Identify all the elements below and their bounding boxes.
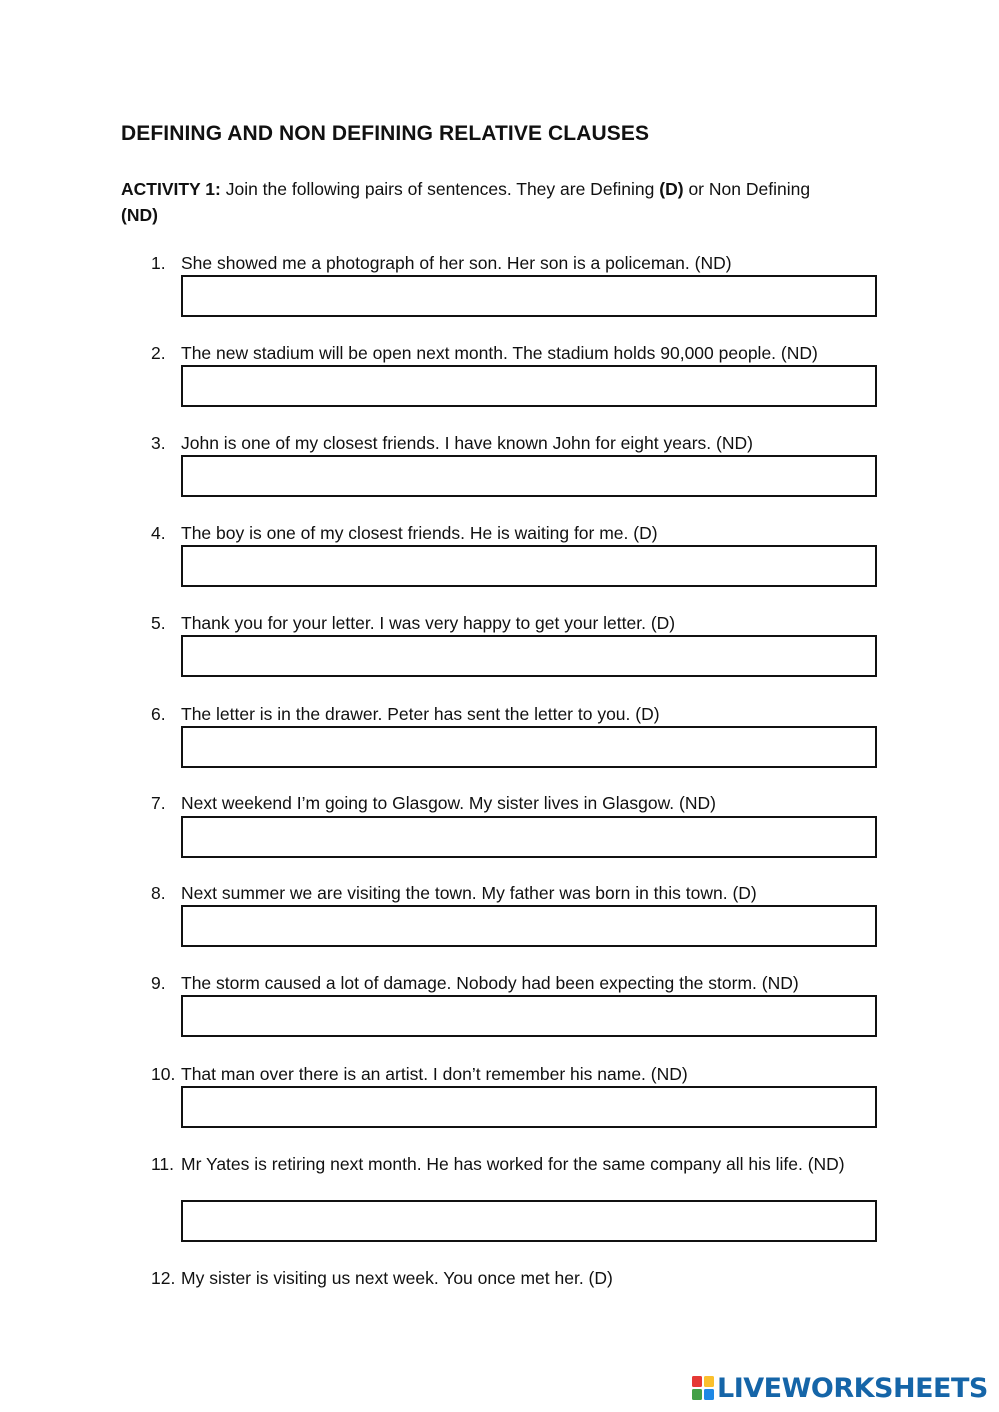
item-sentence: Next weekend I’m going to Glasgow. My sister lives in Glasgow. (ND) [181,793,716,813]
item-number: 1. [151,253,166,273]
logo-text: LIVEWORKSHEETS [717,1372,988,1404]
item-number: 12. [151,1268,176,1288]
answer-box-11[interactable] [181,1200,877,1242]
item-sentence: The new stadium will be open next month. The stadium holds 90,000 people. (ND) [181,343,818,363]
answer-box-8[interactable] [181,905,877,947]
answer-box-10[interactable] [181,1086,877,1128]
instruction-text: Join the following pairs of sentences. They are Defining [225,179,655,199]
item-sentence: She showed me a photograph of her son. Her son is a policeman. (ND) [181,253,732,273]
answer-box-3[interactable] [181,455,877,497]
item-number: 3. [151,433,166,453]
answer-box-7[interactable] [181,816,877,858]
activity-instructions [121,176,881,228]
answer-box-5[interactable] [181,635,877,677]
answer-box-6[interactable] [181,726,877,768]
item-number: 11. [151,1154,175,1174]
answer-box-9[interactable] [181,995,877,1037]
defining-tag: (D) [659,179,684,199]
item-number: 5. [151,613,166,633]
activity-label: ACTIVITY 1: [121,179,221,199]
item-sentence: The storm caused a lot of damage. Nobody had been expecting the storm. (ND) [181,973,799,993]
non-defining-tag: (ND) [121,205,158,225]
item-sentence: Next summer we are visiting the town. My father was born in this town. (D) [181,883,757,903]
item-number: 10. [151,1064,176,1084]
item-sentence: That man over there is an artist. I don’t remember his name. (ND) [181,1064,688,1084]
item-sentence: The boy is one of my closest friends. He is waiting for me. (D) [181,523,658,543]
item-number: 8. [151,883,166,903]
item-sentence: The letter is in the drawer. Peter has sent the letter to you. (D) [181,704,660,724]
item-number: 9. [151,973,166,993]
item-sentence: My sister is visiting us next week. You once met her. (D) [181,1268,613,1288]
item-number: 2. [151,343,166,363]
item-number: 7. [151,793,166,813]
liveworksheets-logo [692,1373,988,1403]
item-sentence: Thank you for your letter. I was very happy to get your letter. (D) [181,613,676,633]
answer-box-1[interactable] [181,275,877,317]
item-number: 4. [151,523,166,543]
answer-box-2[interactable] [181,365,877,407]
item-number: 6. [151,704,166,724]
worksheet-title: DEFINING AND NON DEFINING RELATIVE CLAUSES [121,122,650,145]
answer-box-4[interactable] [181,545,877,587]
live-blocks-icon [692,1376,714,1400]
item-sentence: John is one of my closest friends. I have known John for eight years. (ND) [181,433,753,453]
instruction-text-middle: or Non Defining [688,179,811,199]
item-sentence: Mr Yates is retiring next month. He has worked for the same company all his life. (ND) [181,1154,845,1174]
